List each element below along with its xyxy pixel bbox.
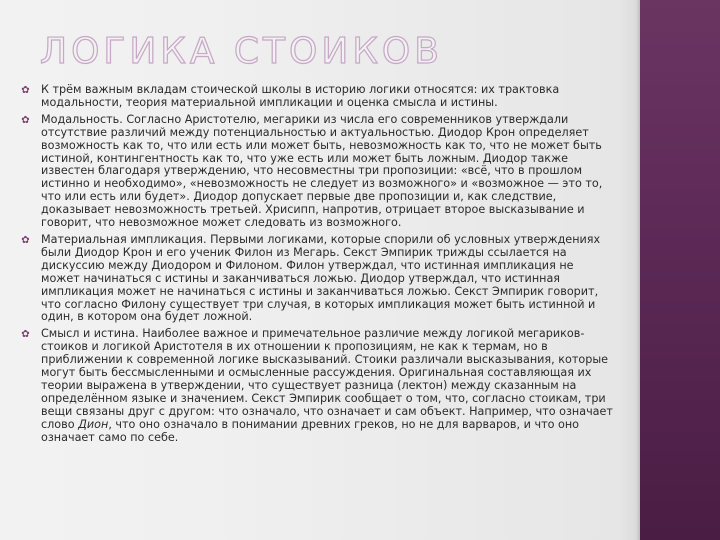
curl-ornament-icon: ✿: [21, 234, 30, 246]
paragraph-text-start: Смысл и истина. Наиболее важное и примечательное различие между логикой мегариков-стоиков и логикой Аристотеля в их отношении к пропозициям, не как к термам, но в приближении к современной логике высказываний. Стоики различали высказывания, которые могут быть бессмысленными и осмысленные рассуждения. Оригинальная составляющая их теории выражена в утверждении, что существует разница (лектон) между сказанным на определённом языке и значением. Секст Эмпирик сообщает о том, что, согласно стоикам, три вещи связаны друг с другом: что означало, что означает и сам объект. Например, что означает слово: [41, 327, 613, 431]
paragraph-modality: Модальность. Согласно Аристотелю, мегарики из числа его современников утверждали отсутствие различий между потенциальностью и актуальностью. Диодор Крон определяет возможность как то, что или есть или может быть, невозможность как то, что не может быть истиной, контингентность как то, что уже есть или может быть ложным. Диодор также известен благодаря утверждению, что несовместны три пропозиции: «всё, что в прошлом истинно и необходимо», «невозможность не следует из возможного» и «возможное — это то, что или есть или будет». Диодор допускает первые две пропозиции и, как следствие, доказывает невозможность третьей. Хрисипп, напротив, отрицает второе высказывание и говорит, что невозможное может следовать из возможного.: [41, 112, 603, 230]
italic-word-dion: Дион: [78, 417, 109, 431]
bullet-list: [20, 84, 615, 448]
curl-ornament-icon: ✿: [21, 85, 30, 96]
list-item: [20, 84, 615, 110]
paragraph-meaning-and-truth: [41, 328, 615, 444]
curl-ornament-icon: ✿: [21, 114, 30, 126]
side-accent-band: [640, 0, 720, 540]
paragraph-contributions: К трём важным вкладам стоической школы в историю логики относятся: их трактовка модальности, теория материальной импликации и оценка смысла и истины.: [41, 83, 560, 109]
paragraph-text-end: , что оно означало в понимании древних греков, но не для варваров, и что оно означает само по себе.: [41, 417, 579, 444]
list-item: [20, 234, 615, 324]
slide-title: ЛОГИКА СТОИКОВ: [40, 31, 443, 72]
curl-ornament-icon: ✿: [21, 329, 30, 341]
list-item: [20, 114, 615, 230]
paragraph-material-implication: Материальная импликация. Первыми логиками, которые спорили об условных утверждениях были Диодор Крон и его ученик Филон из Мегарь. Секст Эмпирик трижды ссылается на дискуссию между Диодором и Филоном. Филон утверждал, что истинная импликация не может начинаться с истины и заканчиваться ложью. Диодор утверждал, что истинная импликация может не начинаться с истины и заканчиваться ложью. Секст Эмпирик говорит, что согласно Филону существует три случая, в которых импликация может быть истинной и один, в котором она будет ложной.: [41, 232, 601, 324]
list-item: [20, 328, 615, 444]
